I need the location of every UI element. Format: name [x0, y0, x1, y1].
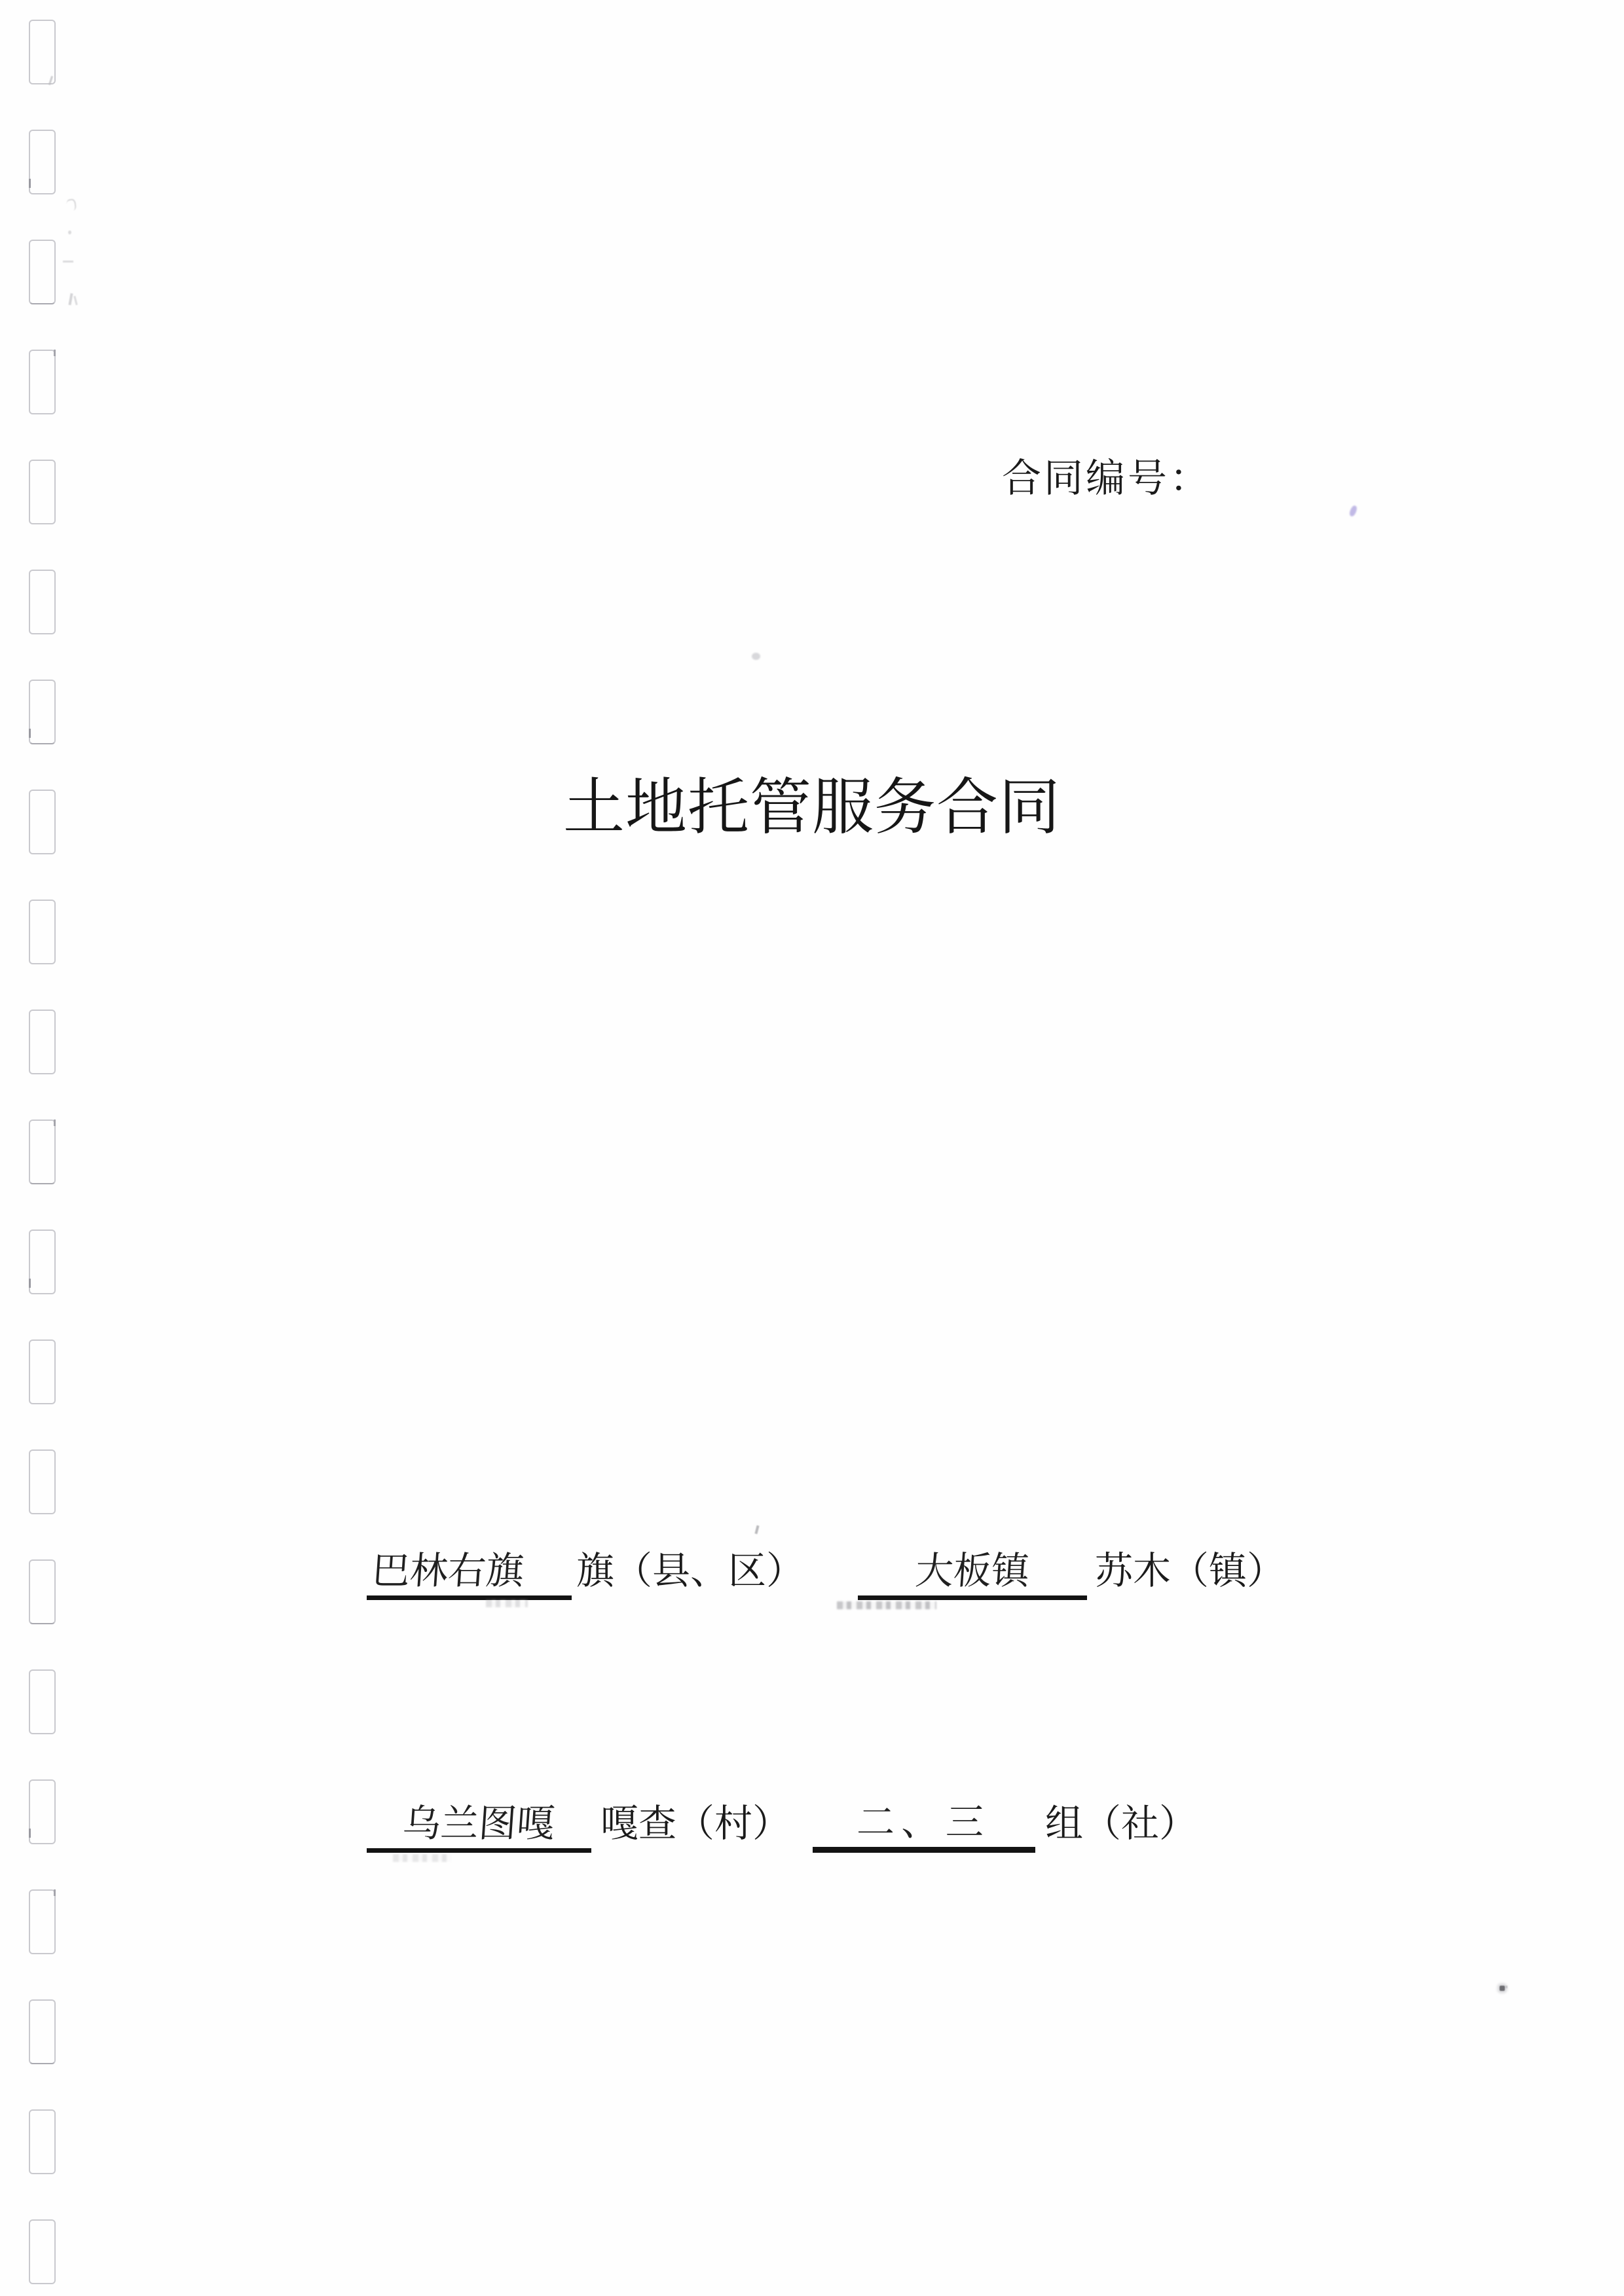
- pencil-mark: [68, 230, 71, 234]
- group-fill-blank: [813, 1800, 1035, 1853]
- binding-hole: [29, 2219, 56, 2284]
- town-suffix-label: 苏木（镇）: [1095, 1548, 1285, 1593]
- group-suffix-label: 组（社）: [1045, 1801, 1198, 1846]
- binding-hole: [29, 1230, 56, 1294]
- town-fill-blank: [858, 1548, 1087, 1600]
- binding-hole: [29, 1889, 56, 1954]
- county-fill-text: 巴林右旗: [370, 1548, 526, 1593]
- village-fill-text: 乌兰图嘎: [401, 1801, 557, 1846]
- ink-speck: [1348, 505, 1358, 517]
- binding-hole: [29, 1339, 56, 1404]
- county-fill-blank: [367, 1548, 572, 1600]
- pencil-mark: [63, 261, 73, 263]
- scan-speck: [754, 1525, 759, 1535]
- binding-hole: [29, 20, 56, 84]
- binding-hole: [29, 350, 56, 414]
- scan-speck: [752, 653, 760, 660]
- contract-number-row: [1002, 457, 1408, 500]
- group-fill-text: 二、三: [855, 1800, 993, 1844]
- binding-hole: [29, 460, 56, 524]
- binding-hole: [29, 1999, 56, 2064]
- contract-number-label: 合同编号：: [1002, 456, 1211, 501]
- binding-hole: [29, 1559, 56, 1624]
- bleed-through-smudge: [393, 1854, 452, 1862]
- binding-hole: [29, 1779, 56, 1844]
- pencil-mark: [66, 198, 77, 211]
- binding-hole: [29, 680, 56, 744]
- pencil-mark: [73, 296, 77, 305]
- location-line: [367, 1545, 1285, 1600]
- document-title: 土地托管服务合同: [563, 772, 1061, 843]
- binding-hole: [29, 1120, 56, 1184]
- binding-hole: [29, 570, 56, 634]
- pencil-mark: [68, 293, 73, 305]
- village-suffix-label: 嘎查（村）: [600, 1801, 791, 1846]
- bleed-through-smudge: [486, 1599, 528, 1607]
- town-fill-text: 大板镇: [913, 1548, 1031, 1593]
- binding-hole: [29, 1449, 56, 1514]
- county-suffix-label: 旗（县、区）: [576, 1548, 805, 1593]
- binding-hole: [29, 1010, 56, 1074]
- ink-speck: [1500, 1986, 1505, 1991]
- binding-hole: [29, 130, 56, 194]
- binding-hole: [29, 900, 56, 964]
- binding-hole: [29, 240, 56, 304]
- binding-hole: [29, 1669, 56, 1734]
- bleed-through-smudge: [837, 1601, 936, 1609]
- village-line: [367, 1798, 1197, 1853]
- binding-hole: [29, 2109, 56, 2174]
- village-fill-blank: [367, 1801, 591, 1853]
